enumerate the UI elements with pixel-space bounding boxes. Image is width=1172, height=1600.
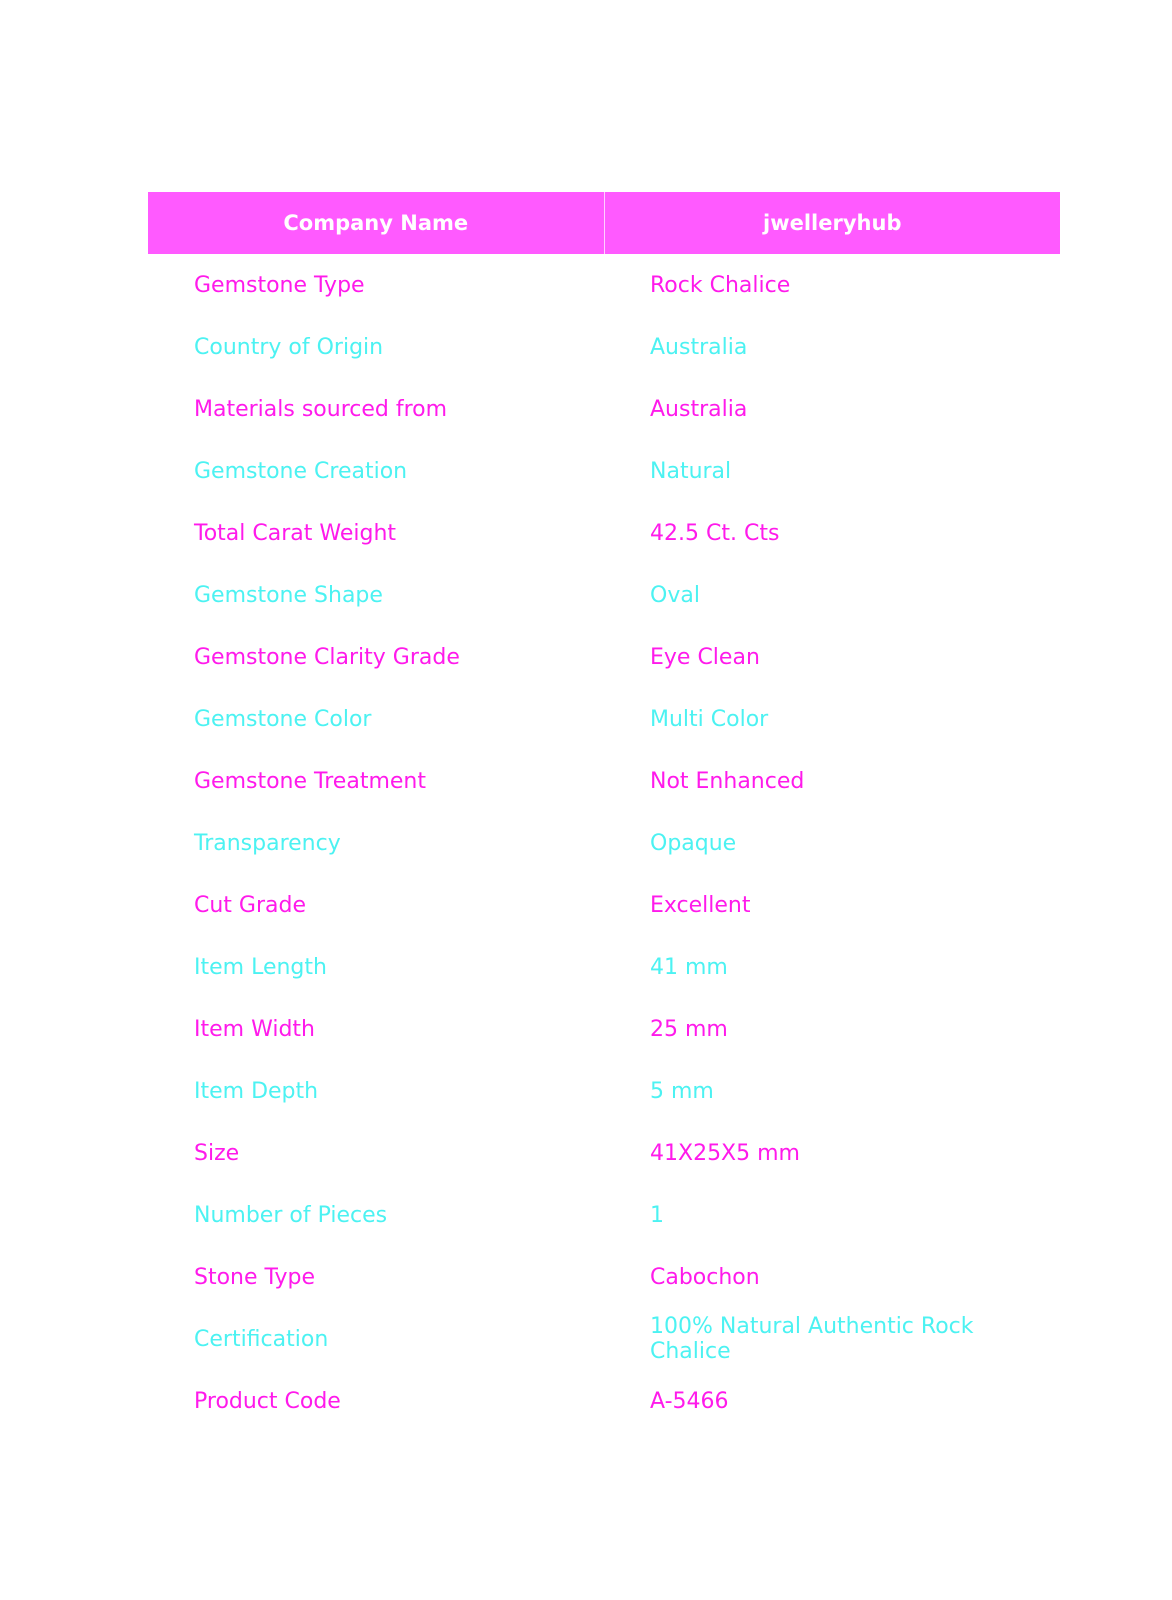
row-label: Item Depth (194, 1078, 319, 1104)
row-label: Gemstone Shape (194, 582, 383, 608)
row-value: 41X25X5 mm (650, 1140, 800, 1166)
row-label: Stone Type (194, 1264, 316, 1290)
header-value: jwelleryhub (604, 192, 1060, 254)
row-label: Country of Origin (194, 334, 384, 360)
row-label: Gemstone Creation (194, 458, 408, 484)
table-row (148, 1184, 1060, 1246)
table-row (148, 626, 1060, 688)
table-row (148, 316, 1060, 378)
row-label: Cut Grade (194, 892, 306, 918)
row-label: Size (194, 1140, 240, 1166)
row-value: 1 (650, 1202, 664, 1228)
product-spec-table (148, 192, 1060, 1432)
row-label: Certification (194, 1326, 329, 1352)
table-row (148, 440, 1060, 502)
table-row (148, 378, 1060, 440)
table-row (148, 1246, 1060, 1308)
row-value: Rock Chalice (650, 272, 791, 298)
table-row (148, 688, 1060, 750)
row-value: Natural (650, 458, 732, 484)
row-value: Cabochon (650, 1264, 760, 1290)
row-value: 41 mm (650, 954, 728, 980)
row-label: Materials sourced from (194, 396, 448, 422)
row-label: Total Carat Weight (194, 520, 397, 546)
table-row (148, 874, 1060, 936)
row-value: Excellent (650, 892, 751, 918)
row-value: A-5466 (650, 1388, 729, 1414)
row-label: Item Width (194, 1016, 315, 1042)
header-row (148, 192, 1060, 254)
row-value: Multi Color (650, 706, 769, 732)
table-row (148, 1370, 1060, 1432)
row-value: Australia (650, 396, 748, 422)
table-row (148, 812, 1060, 874)
row-label: Gemstone Clarity Grade (194, 644, 460, 670)
table-row (148, 750, 1060, 812)
row-value: Oval (650, 582, 700, 608)
table-header (148, 192, 1060, 254)
row-value: Australia (650, 334, 748, 360)
row-label: Item Length (194, 954, 327, 980)
table-row (148, 998, 1060, 1060)
row-value: Opaque (650, 830, 737, 856)
table-row (148, 936, 1060, 998)
row-value: 25 mm (650, 1016, 728, 1042)
table-row (148, 254, 1060, 316)
row-label: Number of Pieces (194, 1202, 388, 1228)
table-row (148, 1122, 1060, 1184)
row-label: Gemstone Treatment (194, 768, 426, 794)
row-value: Eye Clean (650, 644, 760, 670)
table-row (148, 564, 1060, 626)
row-value: 100% Natural Authentic Rock Chalice (650, 1314, 974, 1364)
header-label: Company Name (148, 192, 604, 254)
row-value: 5 mm (650, 1078, 714, 1104)
table-row (148, 502, 1060, 564)
table-row (148, 1308, 1060, 1370)
row-label: Gemstone Type (194, 272, 365, 298)
row-label: Gemstone Color (194, 706, 372, 732)
row-value: Not Enhanced (650, 768, 805, 794)
row-label: Product Code (194, 1388, 341, 1414)
table-body (148, 254, 1060, 1432)
table-row (148, 1060, 1060, 1122)
row-label: Transparency (194, 830, 341, 856)
row-value: 42.5 Ct. Cts (650, 520, 780, 546)
